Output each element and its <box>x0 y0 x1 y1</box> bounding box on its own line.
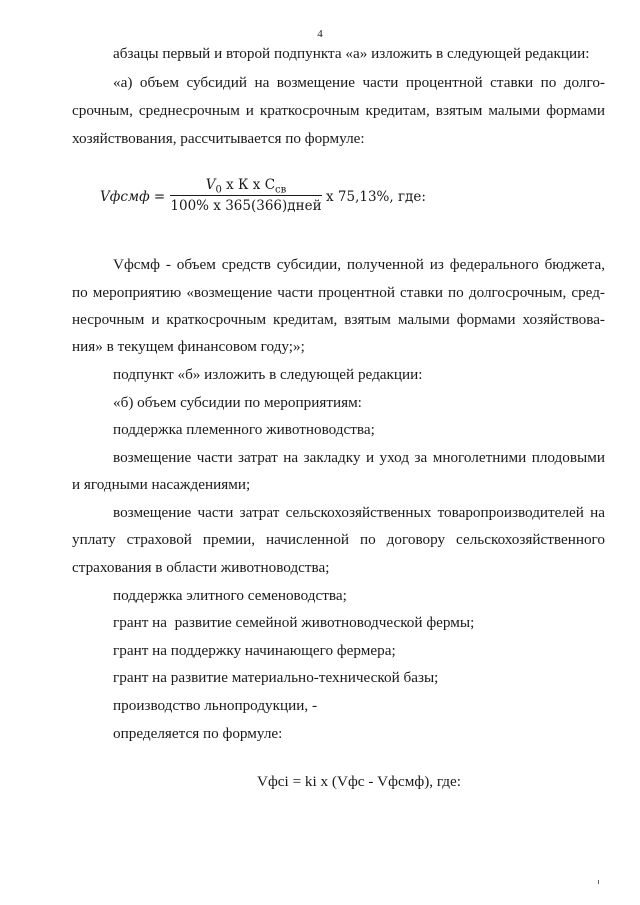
intro-line: абзацы первый и второй подпункта «а» изложить в следующей редакции: <box>113 45 590 62</box>
paragraph-a-line-1: «а) объем субсидий на возмещение части процентной ставки по долго- <box>113 74 605 91</box>
definition-line-4: ния» в текущем финансовом году;»; <box>72 338 305 355</box>
formula-rhs: x 75,13%, где: <box>326 189 426 205</box>
subpoint-b-title: «б) объем субсидии по мероприятиям: <box>113 394 362 411</box>
list-item: возмещение части затрат на закладку и уход за многолетними плодовыми <box>113 449 605 466</box>
numerator-rest: x К x С <box>221 177 276 193</box>
list-item: определяется по формуле: <box>113 725 283 742</box>
paragraph-a-line-3: хозяйствования, рассчитывается по формуле: <box>72 130 365 147</box>
scan-mark <box>598 880 599 884</box>
formula-fraction <box>170 176 322 215</box>
definition-line-3: несрочным и краткосрочным кредитам, взятым малыми формами хозяйствова- <box>72 311 605 328</box>
list-item: поддержка племенного животноводства; <box>113 421 375 438</box>
numerator-variable: V <box>205 177 216 193</box>
list-item: уплату страховой премии, начисленной по договору сельскохозяйственного <box>72 531 605 548</box>
page-number: 4 <box>317 28 323 40</box>
list-item: возмещение части затрат сельскохозяйственных товаропроизводителей на <box>113 504 605 521</box>
formula-lhs <box>100 189 165 205</box>
list-item: грант на поддержку начинающего фермера; <box>113 642 396 659</box>
formula-numerator <box>170 176 322 194</box>
list-item: грант на развитие материально-технической базы; <box>113 669 439 686</box>
list-item: поддержка элитного семеноводства; <box>113 587 347 604</box>
definition-line-2: по мероприятию «возмещение части процентной ставки по долгосрочным, сред- <box>72 284 605 301</box>
fraction-bar <box>170 195 322 196</box>
list-item: грант на развитие семейной животноводческой фермы; <box>113 614 475 631</box>
numerator-subscript: 0 <box>215 184 222 196</box>
formula-denominator: 100% x 365(366)дней <box>170 198 322 214</box>
list-item: страхования в области животноводства; <box>72 559 330 576</box>
formula-equals: = <box>149 189 166 205</box>
paragraph-a-line-2: срочным, среднесрочным и краткосрочным кредитам, взятым малыми формами <box>72 102 605 119</box>
list-item: производство льнопродукции, - <box>113 697 318 714</box>
definition-line-1: Vфсмф - объем средств субсидии, полученной из федерального бюджета, <box>113 256 605 273</box>
allocation-formula: Vфсi = ki x (Vфс - Vфсмф), где: <box>257 773 461 790</box>
subpoint-b-intro: подпункт «б» изложить в следующей редакции: <box>113 366 423 383</box>
formula-lhs-variable: Vфсмф <box>100 189 150 205</box>
numerator-subscript-2: св <box>275 184 287 196</box>
list-item: и ягодными насаждениями; <box>72 476 251 493</box>
